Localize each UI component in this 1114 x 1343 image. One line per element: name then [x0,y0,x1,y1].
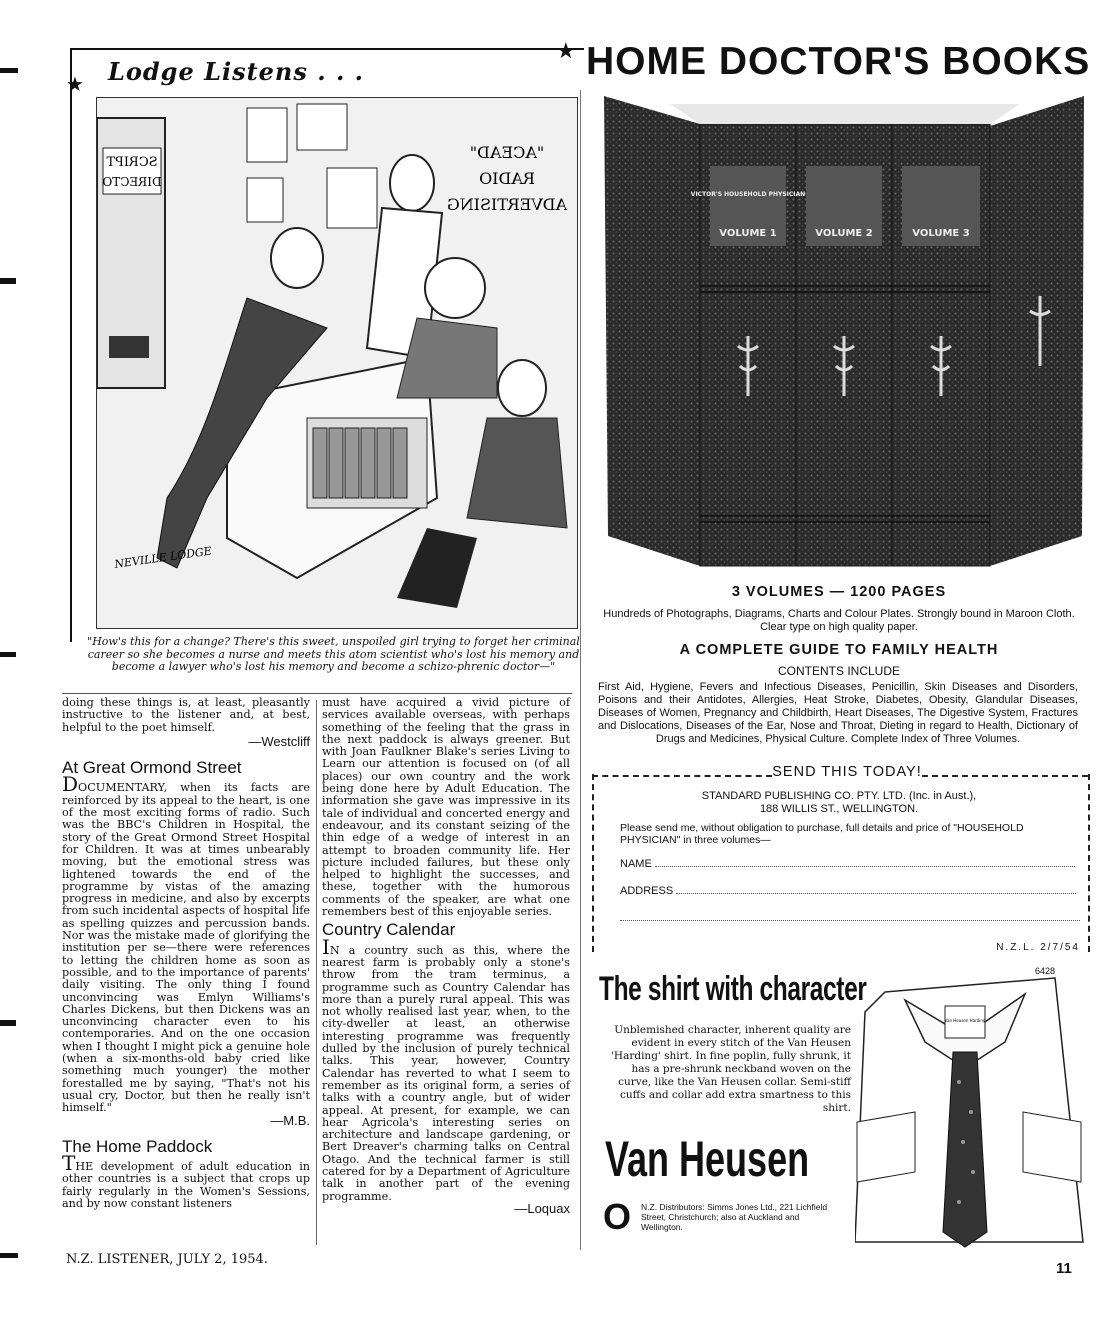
brand-logo: O [603,1196,632,1237]
intro-paragraph: doing these things is, at least, pleasantly instructive to the listener and, at best, helpful to the poet himself. [62,696,310,734]
divider [62,693,572,694]
shirt-advertisement [593,962,1091,1252]
shirt-drawing [855,972,1087,1252]
section-heading-great-ormond-street: At Great Ormond Street [62,758,242,778]
address-input-line-2[interactable] [620,920,1080,921]
column-rule [316,700,317,1245]
publisher-line-1: STANDARD PUBLISHING CO. PTY. LTD. (Inc. in Aust.), [701,790,977,802]
drop-cap: I [322,934,330,959]
name-field[interactable] [620,858,1080,870]
article-signature: —Loquax [514,1200,570,1216]
article-body: HE development of adult education in other countries is a subject that crops up fairly regularly in the Women's Sessions, and by now constant listeners [62,1160,310,1210]
books-drawing [600,96,1088,572]
publication-footer: N.Z. LISTENER, JULY 2, 1954. [66,1252,268,1267]
section-heading-country-calendar: Country Calendar [322,920,456,940]
cartoon-illustration [96,97,578,629]
publisher-address [600,790,1078,815]
ad-number: 6428 [1035,966,1056,976]
address-field[interactable] [620,885,1080,897]
shirt-headline: The shirt with character [599,970,867,1008]
shirt-label: Van Heusen Harding [944,1018,986,1023]
contents-heading: CONTENTS INCLUDE [777,664,900,678]
volumes-line: 3 VOLUMES — 1200 PAGES [731,584,947,600]
sign-acead: "ACEAD" [469,143,545,162]
article-body: OCUMENTARY, when its facts are reinforced by its appeal to the heart, is one of the most exciting forms of radio. Such was the BBC's Children in Hospital, the story of the Great Ormond Street Hospital for Children. It was at times unbearably moving, but the emotional stress was lightened towards the end of the programme by vistas of the amazing progress in medicine, and also by excerpts from such incidental aspects of hospital life as spelling quizzes and percussion bands. Nor was the mistake made of glorifying the institution per se—there were references to letting the children home as soon as possible, and to the importance of parents' daily visiting. The only thing I found unconvincing was Emlyn Williams's Charles Dickens, but then Dickens was an unconvincing character even to his contemporaries. And on the one occasion when I thought I might pick a genuine hole (when a six-months-old baby cried like something much younger) the mother forestalled me by saying, "That's not his usual cry, Doctor, but then he really isn't himself." [62,781,310,1115]
article-country-calendar [322,934,570,1203]
star-icon: ★ [66,74,84,96]
name-input-line[interactable] [655,866,1075,867]
artist-signature: NEVILLE LODGE [113,544,213,571]
spine-volume-3: VOLUME 3 [912,228,970,239]
coupon-request: Please send me, without obligation to purchase, full details and price of "HOUSEHOLD PHYSICIAN" in three volumes— [620,822,1024,846]
article-column-1 [62,697,310,1210]
book-description: Hundreds of Photographs, Diagrams, Charts and Colour Plates. Strongly bound in Maroon Cloth. Clear type on high quality paper. [603,608,1075,633]
sign-advertising: ADVERTISING [446,195,568,214]
brand-name: Van Heusen [605,1131,810,1187]
page-number: 11 [1056,1260,1072,1277]
column-rule [580,90,581,1250]
guide-heading: A COMPLETE GUIDE TO FAMILY HEALTH [679,642,999,658]
publisher-line-2: 188 WILLIS ST., WELLINGTON. [759,802,919,815]
article-column-2 [322,697,570,1215]
cartoon-title: Lodge Listens . . . [108,57,365,86]
article-body: N a country such as this, where the nearest farm is probably only a stone's throw from the tram terminus, a programme such as Country Calendar has more than a purely rural appeal. This was not wholly realised last year, when, to the city-dweller at least, an otherwise interesting programme was frequently dulled by the inclusion of purely technical talks. This year, however, Country Calendar has reverted to what I seem to remember as its original form, a series of talks with a country angle, but of wider appeal. At present, for example, we can hear Agricola's interesting series on architecture and landscape gardening, or Bert Dreaver's charming talks on Central Otago. And the technical farmer is still catered for by a Department of Agriculture talk in another part of the evening programme. [322,943,570,1203]
margin-mark [0,68,18,73]
drop-cap: D [62,772,79,797]
sign-script: SCRIPT [106,155,158,170]
section-heading-home-paddock: The Home Paddock [62,1136,213,1156]
cartoon-drawing [97,98,577,628]
books-illustration [600,96,1088,572]
intro-signature: —Westcliff [248,733,310,749]
spine-volume-2: VOLUME 2 [815,228,873,239]
cartoon-caption: "How's this for a change? There's this sweet, unspoiled girl trying to forget her criminal career so she becomes a nurse and meets this atom scientist who's lost his memory and become a lawyer who's lost his memory and become a schizo-phrenic doctor—" [87,635,580,673]
article-continued: must have acquired a vivid picture of services available overseas, with perhaps something of the feeling that the grass in the next paddock is always greener. But with Joan Faulkner Blake's series Living to Learn our attention is focused on (of all places) our own country and the work being done here by Adult Education. The information she gave was impressive in its tale of individual and concerted energy and endeavour, and its constant seizing of the thin edge of a wedge of interest in an attempt to broaden community life. Her picture included failures, but these only helped to highlight the successes, and these, together with the humorous comments of the speaker, are what one remembers best of this enjoyable series. [322,696,570,919]
spine-title: VICTOR'S HOUSEHOLD PHYSICIAN [690,191,806,198]
drop-cap: T [62,1151,76,1176]
contents-list: First Aid, Hygiene, Fevers and Infectious Diseases, Penicillin, Skin Diseases and Disorders, Poisons and their Antidotes, Allergies, Heat Stroke, Diabetes, Obesity, Glandular Diseases, Diseases of Women, Pregnancy and Childbirth, Heart Diseases, The Digestive System, Fractures and Dislocations, Diseases of the Ear, Nose and Throat, Dieting in regard to Health, Dictionary of Drugs and Medicines, Physical Culture. Complete Index of Three Volumes. [598,681,1078,745]
coupon-heading: SEND THIS TODAY! [772,764,922,780]
distributors: N.Z. Distributors: Simms Jones Ltd., 221 Lichfield Street, Christchurch; also at Auckland and Wellington. [641,1202,828,1232]
sign-radio: RADIO [479,169,535,188]
shirt-description: Unblemished character, inherent quality are evident in every stitch of the Van Heusen 'Harding' shirt. In fine poplin, fully shrunk, it has a pre-shrunk neckband woven on the curve, like the Van Heusen collar. Semi-stiff cuffs and collar add extra smartness to this shirt. [611,1024,851,1114]
article-home-paddock [62,1151,310,1210]
margin-mark [0,1020,16,1026]
address-input-line[interactable] [676,893,1076,894]
margin-mark [0,278,16,284]
ad-headline: HOME DOCTOR'S BOOKS [586,40,1091,83]
article-great-ormond-street [62,772,310,1115]
article-signature: —M.B. [270,1112,310,1128]
sign-director: DIRECTO [102,175,162,189]
spine-volume-1: VOLUME 1 [719,228,777,239]
star-icon: ★ [556,38,576,63]
address-label: ADDRESS [620,885,674,897]
margin-mark [0,652,16,657]
coupon-code: N.Z.L. 2/7/54 [996,942,1080,953]
margin-mark [0,1253,18,1258]
name-label: NAME [620,858,652,870]
